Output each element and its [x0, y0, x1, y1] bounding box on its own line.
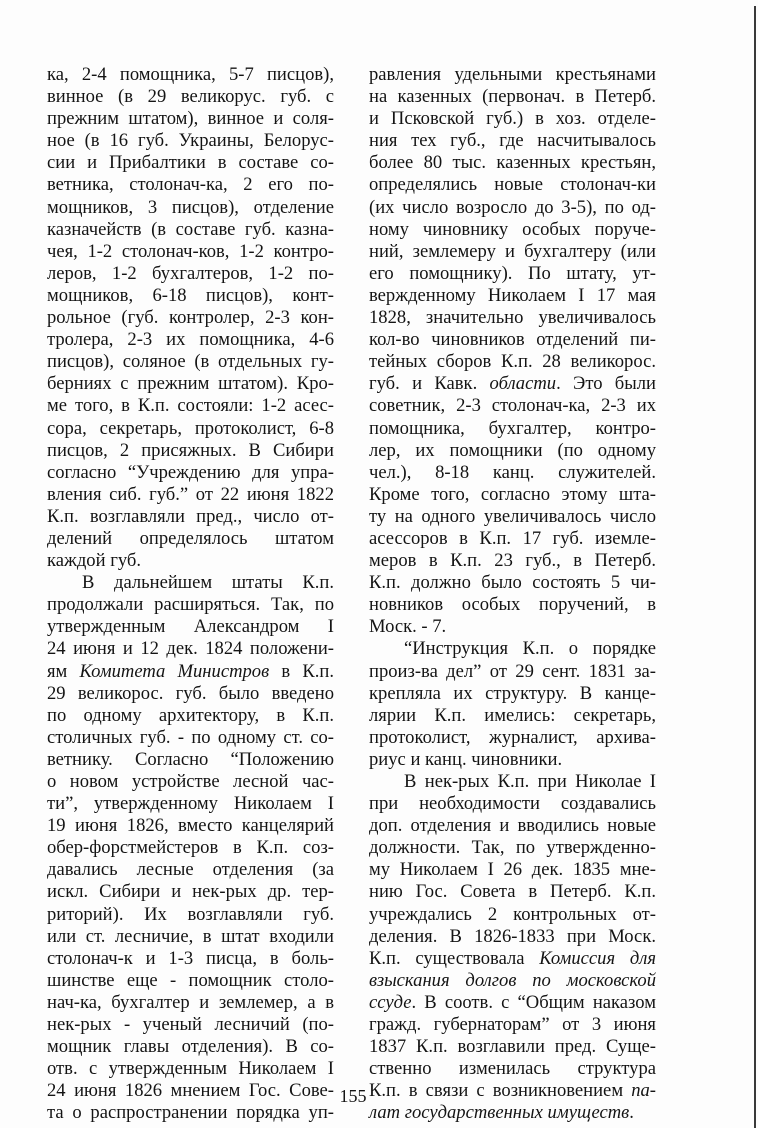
text-segment: (их число возросло до 3-5), по од-: [369, 196, 656, 218]
text-line: [369, 241, 656, 263]
text-line: [47, 1058, 334, 1080]
text-segment: давались лесные отделения (за: [47, 859, 334, 881]
text-line: [47, 793, 334, 815]
text-line: [369, 1036, 656, 1058]
text-line: [369, 506, 656, 528]
text-segment: ка, 2-4 помощника, 5-7 писцов),: [47, 64, 334, 85]
text-line: [369, 64, 656, 86]
italic-term: области: [489, 373, 557, 395]
text-line: [47, 926, 334, 948]
text-line: [47, 1102, 334, 1124]
text-line: [369, 638, 656, 660]
text-segment: риторий). Их возглавляли губ.: [47, 903, 334, 925]
text-segment: мощников, 6-18 писцов), конт-: [47, 284, 334, 306]
text-line: [47, 771, 334, 793]
text-segment: согласно “Учреждению для упра-: [47, 461, 334, 483]
text-line: [47, 661, 334, 683]
text-line: [369, 837, 656, 859]
text-line: [47, 484, 334, 506]
text-segment: советник, 2-3 столонач-ка, 2-3 их: [369, 395, 656, 417]
text-segment: отв. с утвержденным Николаем I: [47, 1058, 334, 1080]
text-segment: утвержденным Александром I: [47, 616, 334, 638]
text-line: [47, 683, 334, 705]
text-segment: .: [629, 1102, 634, 1124]
text-line: [369, 683, 656, 705]
text-column-right: [369, 64, 656, 1125]
text-line: [47, 948, 334, 970]
text-line: [47, 594, 334, 616]
text-segment: столонач-к и 1-3 писца, в боль-: [47, 947, 334, 969]
text-segment: деления. В 1826-1833 при Моск.: [369, 925, 656, 947]
text-line: [369, 373, 656, 395]
text-segment: на казенных (первонач. в Петерб.: [369, 86, 656, 108]
text-line: [47, 992, 334, 1014]
italic-term: ссуде: [369, 991, 412, 1013]
text-line: [47, 506, 334, 528]
text-segment: искл. Сибири и нек-рых др. тер-: [47, 881, 334, 903]
text-segment: вержденному Николаем I 17 мая: [369, 284, 656, 306]
text-line: [369, 992, 656, 1014]
text-line: [47, 130, 334, 152]
text-line: [47, 727, 334, 749]
text-line: [369, 130, 656, 152]
text-line: [369, 174, 656, 196]
text-segment: обер-форстмейстеров в К.п. соз-: [47, 837, 334, 859]
text-line: [47, 263, 334, 285]
text-line: [369, 484, 656, 506]
text-segment: ту на одного увеличивалось число: [369, 505, 656, 527]
text-segment: равления удельными крестьянами: [369, 64, 656, 85]
text-segment: ветника, столонач-ка, 2 его по-: [47, 174, 334, 196]
text-segment: риус и канц. чиновники.: [369, 748, 563, 770]
text-line: [369, 661, 656, 683]
text-line: [47, 970, 334, 992]
text-segment: меров в К.п. 23 губ., в Петерб.: [369, 550, 656, 572]
text-line: [369, 594, 656, 616]
text-line: [47, 881, 334, 903]
text-line: [47, 1036, 334, 1058]
text-line: [369, 108, 656, 130]
text-segment: 19 июня 1826, вместо канцелярий: [47, 815, 334, 837]
text-segment: мощников, 3 писцов), отделение: [47, 196, 334, 218]
text-segment: прежним штатом), винное и соля-: [47, 108, 334, 130]
text-line: [369, 351, 656, 373]
text-line: [47, 705, 334, 727]
text-segment: определялись новые столонач-ки: [369, 174, 656, 196]
text-segment: должности. Так, по утвержденно-: [369, 837, 656, 859]
text-line: [47, 395, 334, 417]
text-segment: кол-во чиновников отделений пи-: [369, 329, 656, 351]
text-line: [47, 837, 334, 859]
text-segment: нач-ка, бухгалтер и землемер, а в: [47, 991, 334, 1013]
text-segment: ственно изменилась структура: [369, 1058, 656, 1080]
text-segment: му Николаем I 26 дек. 1835 мне-: [369, 859, 656, 881]
text-line: [369, 815, 656, 837]
text-line: [369, 727, 656, 749]
text-segment: продолжали расширяться. Так, по: [47, 594, 334, 616]
text-line: [47, 351, 334, 373]
text-line: [369, 859, 656, 881]
text-segment: тейных сборов К.п. 28 великорос.: [369, 351, 656, 373]
text-line: [47, 859, 334, 881]
text-line: [369, 705, 656, 727]
text-segment: винное (в 29 великорус. губ. с: [47, 86, 334, 108]
text-segment: губ. и Кавк.: [369, 373, 490, 395]
text-segment: ветнику. Согласно “Положению: [47, 748, 334, 770]
text-line: [369, 462, 656, 484]
text-line: [47, 108, 334, 130]
text-line: [369, 86, 656, 108]
text-segment: 29 великорос. губ. было введено: [47, 682, 334, 704]
text-segment: писцов), соляное (в отдельных гу-: [47, 351, 334, 373]
text-line: [47, 197, 334, 219]
text-segment: “Инструкция К.п. о порядке: [404, 638, 656, 660]
text-segment: чея, 1-2 столонач-ков, 1-2 контро-: [47, 240, 334, 262]
text-line: [47, 241, 334, 263]
text-line: [47, 86, 334, 108]
text-segment: К.п. существовала: [369, 947, 540, 969]
text-segment: леров, 1-2 бухгалтеров, 1-2 по-: [47, 262, 334, 284]
text-line: [47, 1014, 334, 1036]
text-segment: ти”, утвержденному Николаем I: [47, 793, 334, 815]
text-segment: Кроме того, согласно этому шта-: [369, 483, 656, 505]
text-line: [47, 285, 334, 307]
text-line: [47, 550, 334, 572]
text-segment: К.п. должно было состоять 5 чи-: [369, 572, 656, 594]
text-segment: о новом устройстве лесной час-: [47, 771, 334, 792]
text-segment: новников особых поручений, в: [369, 594, 656, 616]
italic-term: Комитета Министров: [79, 660, 270, 682]
text-line: [47, 749, 334, 771]
text-line: [369, 329, 656, 351]
text-segment: крепляла их структуру. В канце-: [369, 682, 656, 704]
text-line: [47, 152, 334, 174]
text-line: [369, 152, 656, 174]
text-segment: ное (в 16 губ. Украины, Белорус-: [47, 130, 334, 152]
text-segment: вления сиб. губ.” от 22 июня 1822: [47, 483, 334, 505]
text-line: [369, 528, 656, 550]
text-segment: лер, их помощники (по одному: [369, 439, 656, 461]
text-line: [47, 815, 334, 837]
text-line: [369, 263, 656, 285]
text-line: [369, 1102, 656, 1124]
text-segment: ме того, в К.п. состояли: 1-2 асес-: [47, 395, 334, 417]
text-segment: доп. отделения и вводились новые: [369, 815, 656, 837]
text-segment: мощник главы отделения). В со-: [47, 1036, 334, 1058]
text-segment: ному чиновнику особых поруче-: [369, 218, 656, 240]
page-edge-rule: [754, 6, 756, 1128]
text-segment: делений определялось штатом: [47, 527, 334, 549]
text-segment: тролера, 2-3 их помощника, 4-6: [47, 329, 334, 351]
text-segment: помощника, бухгалтер, контро-: [369, 417, 656, 439]
text-line: [369, 395, 656, 417]
text-segment: сии и Прибалтики в составе со-: [47, 152, 334, 174]
text-line: [47, 1080, 334, 1102]
text-segment: 24 июня 1826 мнением Гос. Сове-: [47, 1080, 334, 1102]
text-segment: или ст. лесничие, в штат входили: [47, 925, 334, 947]
text-line: [369, 418, 656, 440]
text-line: [369, 793, 656, 815]
text-segment: писцов, 2 присяжных. В Сибири: [47, 439, 334, 461]
text-segment: лярии К.п. имелись: секретарь,: [369, 704, 656, 726]
text-line: [369, 948, 656, 970]
text-segment: асессоров в К.п. 17 губ. иземле-: [369, 527, 656, 549]
text-segment: В нек-рых К.п. при Николае I: [404, 771, 656, 792]
text-segment: шинстве еще - помощник столо-: [47, 969, 334, 991]
text-line: [47, 528, 334, 550]
text-segment: 1837 К.п. возглавили пред. Суще-: [369, 1036, 656, 1058]
italic-term: Комиссия для: [539, 947, 656, 969]
text-segment: К.п. возглавляли пред., число от-: [47, 505, 334, 527]
text-line: [47, 373, 334, 395]
text-line: [47, 440, 334, 462]
text-segment: сора, секретарь, протоколист, 6-8: [47, 417, 334, 439]
text-segment: Моск. - 7.: [369, 616, 447, 638]
text-line: [369, 1080, 656, 1102]
text-segment: при необходимости создавались: [369, 793, 656, 815]
text-line: [47, 174, 334, 196]
text-segment: столичных губ. - по одному ст. со-: [47, 726, 334, 748]
text-segment: чел.), 8-18 канц. служителей.: [369, 461, 656, 483]
text-segment: гражд. губернаторам” от 3 июня: [369, 1014, 656, 1036]
text-segment: протоколист, журналист, архива-: [369, 726, 656, 748]
text-segment: ний, землемеру и бухгалтеру (или: [369, 240, 656, 262]
text-segment: рольное (губ. контролер, 2-3 кон-: [47, 307, 334, 329]
text-line: [47, 904, 334, 926]
italic-term: па-: [631, 1080, 656, 1102]
text-segment: в К.п.: [269, 660, 334, 682]
text-line: [47, 329, 334, 351]
text-segment: произ-ва дел” от 29 сент. 1831 за-: [369, 660, 656, 682]
text-column-left: [47, 64, 334, 1125]
text-segment: учреждались 2 контрольных от-: [369, 903, 656, 925]
text-line: [47, 64, 334, 86]
text-line: [369, 881, 656, 903]
text-line: [369, 285, 656, 307]
text-line: [47, 462, 334, 484]
text-line: [369, 307, 656, 329]
text-segment: нек-рых - ученый лесничий (по-: [47, 1014, 334, 1036]
italic-term: взыскания долгов по московской: [369, 969, 656, 991]
text-segment: . В соотв. с “Общим наказом: [411, 991, 656, 1013]
text-segment: 1828, значительно увеличивалось: [369, 307, 656, 329]
text-segment: каждой губ.: [47, 550, 141, 572]
text-line: [369, 440, 656, 462]
text-line: [369, 926, 656, 948]
text-segment: его помощнику). По штату, ут-: [369, 262, 656, 284]
text-line: [369, 771, 656, 793]
text-line: [369, 572, 656, 594]
text-segment: ния тех губ., где насчитывалось: [369, 130, 656, 152]
italic-term: лат государственных имуществ: [369, 1102, 630, 1124]
text-segment: более 80 тыс. казенных крестьян,: [369, 152, 656, 174]
text-line: [369, 550, 656, 572]
text-segment: берниях с прежним штатом). Кро-: [47, 373, 334, 395]
text-line: [369, 197, 656, 219]
text-line: [369, 970, 656, 992]
text-segment: та о распространении порядка уп-: [47, 1102, 334, 1124]
text-line: [47, 418, 334, 440]
text-line: [47, 616, 334, 638]
text-line: [369, 1014, 656, 1036]
text-line: [369, 1058, 656, 1080]
text-line: [47, 638, 334, 660]
text-segment: К.п. в связи с возникновением: [369, 1080, 632, 1102]
text-segment: казначейств (в составе губ. казна-: [47, 218, 334, 240]
page-number: 155: [339, 1086, 367, 1106]
text-line: [47, 572, 334, 594]
text-segment: и Псковской губ.) в хоз. отделе-: [369, 108, 656, 130]
text-line: [47, 219, 334, 241]
text-line: [47, 307, 334, 329]
text-line: [369, 219, 656, 241]
text-segment: по одному архитектору, в К.п.: [47, 704, 334, 726]
text-line: [369, 616, 656, 638]
text-segment: . Это были: [556, 373, 656, 395]
text-segment: В дальнейшем штаты К.п.: [82, 572, 334, 594]
text-line: [369, 904, 656, 926]
text-segment: ям: [47, 660, 80, 682]
text-line: [369, 749, 656, 771]
text-segment: 24 июня и 12 дек. 1824 положени-: [47, 638, 334, 660]
text-segment: нию Гос. Совета в Петерб. К.п.: [369, 881, 656, 903]
